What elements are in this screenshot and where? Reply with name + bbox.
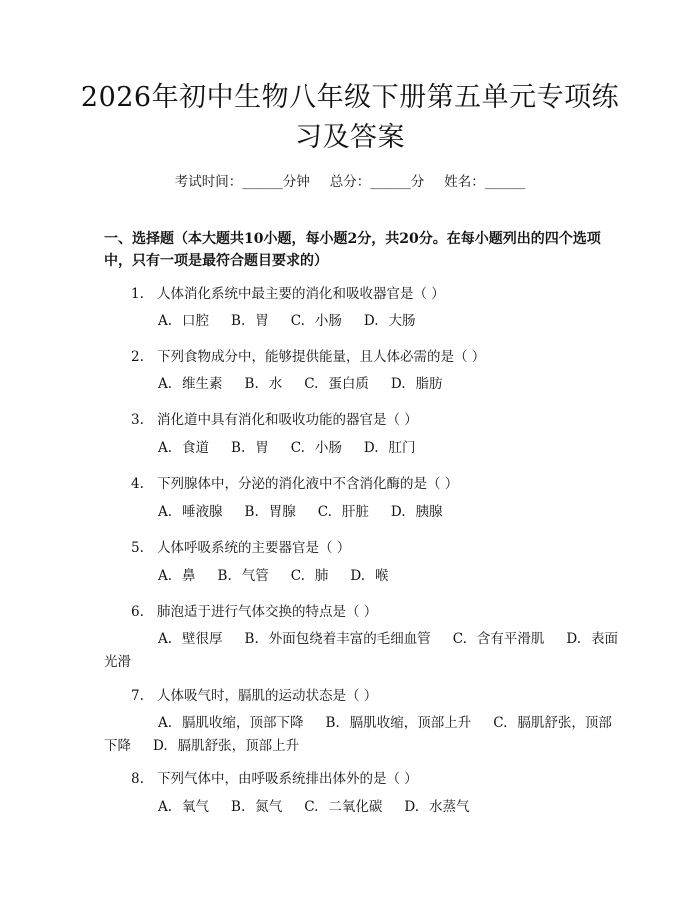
question-number: 1. bbox=[131, 286, 144, 302]
option-a: A. 壁很厚 bbox=[158, 631, 223, 647]
option-b: B. 气管 bbox=[217, 568, 269, 584]
question-6 bbox=[131, 600, 377, 620]
option-a: A. 维生素 bbox=[158, 376, 223, 392]
question-7 bbox=[131, 684, 377, 704]
option-c: C. 小肠 bbox=[290, 313, 342, 329]
score-label: 总分：______分 bbox=[329, 174, 425, 190]
question-text: 人体呼吸系统的主要器官是（ ） bbox=[157, 540, 351, 556]
exam-meta bbox=[0, 170, 700, 190]
question-8 bbox=[131, 767, 418, 787]
option-b: B. 胃腺 bbox=[244, 504, 296, 520]
question-number: 6. bbox=[131, 604, 144, 620]
option-b: B. 水 bbox=[244, 376, 283, 392]
option-a: A. 唾液腺 bbox=[158, 504, 223, 520]
question-4 bbox=[131, 472, 458, 492]
option-d: D. 水蒸气 bbox=[404, 799, 470, 815]
option-a: A. 鼻 bbox=[158, 568, 196, 584]
question-number: 5. bbox=[131, 540, 144, 556]
question-number: 3. bbox=[131, 412, 144, 428]
question-2-options bbox=[104, 373, 624, 396]
page-title: 2026年初中生物八年级下册第五单元专项练习及答案 bbox=[80, 82, 620, 153]
question-text: 下列腺体中，分泌的消化液中不含消化酶的是（ ） bbox=[157, 476, 459, 492]
question-text: 肺泡适于进行气体交换的特点是（ ） bbox=[157, 604, 378, 620]
question-number: 2. bbox=[131, 349, 144, 365]
option-c: C. 肝脏 bbox=[317, 504, 369, 520]
question-5-options bbox=[104, 565, 624, 588]
question-7-options bbox=[104, 712, 624, 758]
question-number: 4. bbox=[131, 476, 144, 492]
option-a: A. 膈肌收缩，顶部下降 bbox=[158, 715, 304, 731]
option-d: D. 大肠 bbox=[363, 313, 416, 329]
question-text: 人体消化系统中最主要的消化和吸收器官是（ ） bbox=[157, 286, 445, 302]
question-text: 人体吸气时，膈肌的运动状态是（ ） bbox=[157, 688, 378, 704]
option-c: C. 二氧化碳 bbox=[304, 799, 383, 815]
option-d: D. 胰腺 bbox=[390, 504, 443, 520]
question-text: 下列气体中，由呼吸系统排出体外的是（ ） bbox=[157, 771, 418, 787]
option-b: B. 氮气 bbox=[231, 799, 283, 815]
option-d: D. 喉 bbox=[350, 568, 389, 584]
option-a: A. 氧气 bbox=[158, 799, 210, 815]
question-5 bbox=[131, 536, 350, 556]
section-heading: 一、选择题（本大题共10小题，每小题2分，共20分。在每小题列出的四个选项中，只有一项是最符合题目要求的） bbox=[104, 231, 601, 269]
question-text: 下列食物成分中，能够提供能量，且人体必需的是（ ） bbox=[157, 349, 486, 365]
option-d: D. 表面光滑 bbox=[104, 631, 619, 670]
option-d: D. 膈肌舒张，顶部上升 bbox=[153, 738, 300, 754]
question-8-options bbox=[104, 796, 624, 819]
option-c: C. 肺 bbox=[290, 568, 329, 584]
question-number: 8. bbox=[131, 771, 144, 787]
option-b: B. 外面包绕着丰富的毛细血管 bbox=[244, 631, 431, 647]
option-d: D. 脂肪 bbox=[390, 376, 443, 392]
option-a: A. 食道 bbox=[158, 440, 210, 456]
time-label: 考试时间：______分钟 bbox=[174, 174, 310, 190]
question-text: 消化道中具有消化和吸收功能的器官是（ ） bbox=[157, 412, 418, 428]
option-c: C. 含有平滑肌 bbox=[452, 631, 545, 647]
question-number: 7. bbox=[131, 688, 144, 704]
option-c: C. 蛋白质 bbox=[304, 376, 369, 392]
question-1 bbox=[131, 282, 445, 302]
question-4-options bbox=[104, 501, 624, 524]
option-a: A. 口腔 bbox=[158, 313, 210, 329]
option-b: B. 胃 bbox=[231, 440, 269, 456]
option-c: C. 膈肌舒张，顶部下降 bbox=[104, 715, 612, 754]
question-2 bbox=[131, 345, 485, 365]
option-c: C. 小肠 bbox=[290, 440, 342, 456]
question-3 bbox=[131, 408, 418, 428]
option-d: D. 肛门 bbox=[363, 440, 416, 456]
option-b: B. 胃 bbox=[231, 313, 269, 329]
option-b: B. 膈肌收缩，顶部上升 bbox=[325, 715, 472, 731]
question-6-options bbox=[104, 628, 624, 674]
question-3-options bbox=[104, 437, 624, 460]
question-1-options bbox=[104, 310, 624, 333]
name-label: 姓名：______ bbox=[444, 174, 526, 190]
